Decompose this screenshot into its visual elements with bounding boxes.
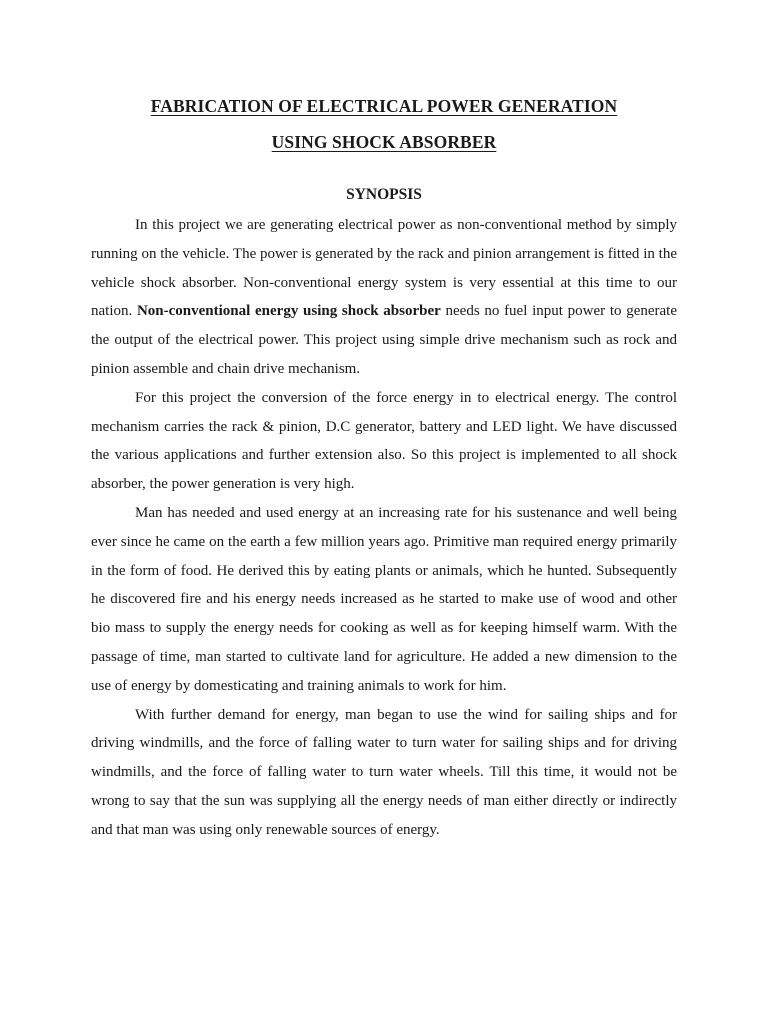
paragraph-1-text-start: In this project we are generating electrical power as non-conventional method by simply running on the vehicle. The power is generated by the rack and pinion arrangement is fitted in the vehicle shock absorber. Non-conventional energy system is very essential at this time to our nation. — [91, 217, 677, 320]
document-title-line-1: FABRICATION OF ELECTRICAL POWER GENERATION — [150, 96, 618, 116]
paragraph-1 — [91, 211, 677, 384]
paragraph-3: Man has needed and used energy at an increasing rate for his sustenance and well being ever since he came on the earth a few million years ago. Primitive man required energy primarily in the form of food. He derived this by eating plants or animals, which he hunted. Subsequently he discovered fire and his energy needs increased as he started to make use of wood and other bio mass to supply the energy needs for cooking as well as for keeping himself warm. With the passage of time, man started to cultivate land for agriculture. He added a new dimension to the use of energy by domesticating and training animals to work for him. — [91, 504, 677, 694]
paragraph-1-bold-phrase: Non-conventional energy using shock absorber — [136, 303, 441, 320]
document-page — [91, 88, 677, 845]
paragraph-1-text-end: needs no fuel input power to generate the output of the electrical power. This project using simple drive mechanism such as rock and pinion assemble and chain drive mechanism. — [91, 303, 677, 377]
document-title-line-2: USING SHOCK ABSORBER — [271, 132, 497, 152]
paragraph-2: For this project the conversion of the force energy in to electrical energy. The control mechanism carries the rack & pinion, D.C generator, battery and LED light. We have discussed the various applications and further extension also. So this project is implemented to all shock absorber, the power generation is very high. — [91, 389, 677, 493]
paragraph-4: With further demand for energy, man began to use the wind for sailing ships and for driving windmills, and the force of falling water to turn water for sailing ships and for driving windmills, and the force of falling water to turn water wheels. Till this time, it would not be wrong to say that the sun was supplying all the energy needs of man either directly or indirectly and that man was using only renewable sources of energy. — [91, 706, 677, 838]
section-heading-synopsis: SYNOPSIS — [346, 186, 422, 203]
